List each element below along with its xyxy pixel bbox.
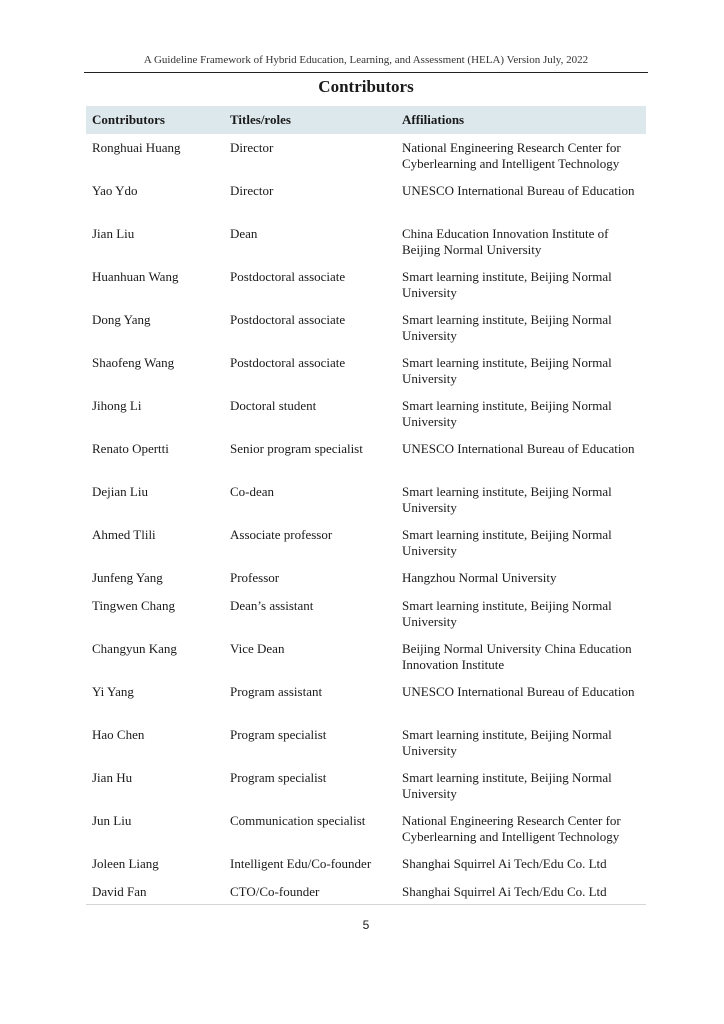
contributor-name: Yao Ydo xyxy=(92,183,138,198)
contributor-role: Professor xyxy=(230,570,280,585)
contributor-affiliation: Smart learning institute, Beijing Normal University xyxy=(402,355,612,386)
contributor-role: Co-dean xyxy=(230,484,275,499)
table-row xyxy=(86,564,646,592)
contributor-name: Changyun Kang xyxy=(92,641,177,656)
column-header-contributors: Contributors xyxy=(92,112,165,127)
table-row xyxy=(86,263,646,306)
contributor-affiliation: Smart learning institute, Beijing Normal University xyxy=(402,312,612,343)
contributor-affiliation: Smart learning institute, Beijing Normal University xyxy=(402,398,612,429)
contributor-affiliation: Beijing Normal University China Education Innovation Institute xyxy=(402,641,632,672)
table-row xyxy=(86,721,646,764)
contributor-affiliation: Smart learning institute, Beijing Normal University xyxy=(402,527,612,558)
contributor-name: Junfeng Yang xyxy=(92,570,163,585)
table-row xyxy=(86,635,646,678)
contributor-role: Vice Dean xyxy=(230,641,285,656)
column-header-affiliations: Affiliations xyxy=(402,112,465,127)
table-row xyxy=(86,678,646,721)
contributor-affiliation: UNESCO International Bureau of Education xyxy=(402,441,635,456)
table-row xyxy=(86,764,646,807)
table-row xyxy=(86,850,646,878)
contributor-role: Communication specialist xyxy=(230,813,366,828)
table-row xyxy=(86,349,646,392)
contributor-role: Program specialist xyxy=(230,727,327,742)
contributor-role: Program assistant xyxy=(230,684,323,699)
contributor-role: Postdoctoral associate xyxy=(230,312,346,327)
contributor-affiliation: Shanghai Squirrel Ai Tech/Edu Co. Ltd xyxy=(402,884,607,899)
contributor-affiliation: Smart learning institute, Beijing Normal University xyxy=(402,770,612,801)
contributor-affiliation: Shanghai Squirrel Ai Tech/Edu Co. Ltd xyxy=(402,856,607,871)
contributor-affiliation: National Engineering Research Center for Cyberlearning and Intelligent Technology xyxy=(402,140,621,171)
contributor-role: Intelligent Edu/Co-founder xyxy=(230,856,372,871)
contributor-role: Director xyxy=(230,140,274,155)
contributor-role: Program specialist xyxy=(230,770,327,785)
contributor-name: David Fan xyxy=(92,884,147,899)
table-row xyxy=(86,134,646,177)
table-row xyxy=(86,521,646,564)
contributor-role: Senior program specialist xyxy=(230,441,363,456)
contributor-role: Postdoctoral associate xyxy=(230,355,346,370)
contributor-affiliation: China Education Innovation Institute of Beijing Normal University xyxy=(402,226,609,257)
contributor-affiliation: UNESCO International Bureau of Education xyxy=(402,183,635,198)
contributor-affiliation: Hangzhou Normal University xyxy=(402,570,557,585)
column-header-titles-roles: Titles/roles xyxy=(230,112,291,127)
table-row xyxy=(86,306,646,349)
contributor-affiliation: Smart learning institute, Beijing Normal University xyxy=(402,484,612,515)
contributor-role: Director xyxy=(230,183,274,198)
contributor-name: Ronghuai Huang xyxy=(92,140,181,155)
contributor-affiliation: National Engineering Research Center for Cyberlearning and Intelligent Technology xyxy=(402,813,621,844)
contributor-affiliation: Smart learning institute, Beijing Normal University xyxy=(402,269,612,300)
table-header-row xyxy=(86,106,646,134)
table-row xyxy=(86,478,646,521)
table-row xyxy=(86,220,646,263)
contributor-name: Huanhuan Wang xyxy=(92,269,179,284)
contributor-name: Shaofeng Wang xyxy=(92,355,175,370)
contributor-role: Dean xyxy=(230,226,258,241)
contributor-role: CTO/Co-founder xyxy=(230,884,320,899)
table-row xyxy=(86,807,646,850)
contributor-name: Jihong Li xyxy=(92,398,142,413)
table-row xyxy=(86,392,646,435)
contributor-name: Dong Yang xyxy=(92,312,151,327)
contributor-name: Jian Liu xyxy=(92,226,135,241)
contributor-name: Yi Yang xyxy=(92,684,134,699)
contributor-name: Jian Hu xyxy=(92,770,133,785)
contributor-affiliation: Smart learning institute, Beijing Normal University xyxy=(402,727,612,758)
contributor-name: Hao Chen xyxy=(92,727,145,742)
header-divider xyxy=(84,72,648,73)
contributor-name: Joleen Liang xyxy=(92,856,159,871)
contributor-affiliation: UNESCO International Bureau of Education xyxy=(402,684,635,699)
table-row xyxy=(86,435,646,478)
page-title: Contributors xyxy=(318,77,414,96)
contributor-role: Associate professor xyxy=(230,527,333,542)
contributor-name: Dejian Liu xyxy=(92,484,148,499)
contributor-role: Dean’s assistant xyxy=(230,598,314,613)
page-number: 5 xyxy=(362,918,370,932)
contributor-name: Tingwen Chang xyxy=(92,598,175,613)
contributor-name: Ahmed Tlili xyxy=(92,527,156,542)
contributor-role: Doctoral student xyxy=(230,398,317,413)
running-header: A Guideline Framework of Hybrid Education, Learning, and Assessment (HELA) Version July, 2022 xyxy=(143,54,589,66)
table-row xyxy=(86,177,646,220)
table-row xyxy=(86,592,646,635)
contributor-affiliation: Smart learning institute, Beijing Normal University xyxy=(402,598,612,629)
table-row xyxy=(86,878,646,904)
contributors-table xyxy=(86,106,646,905)
contributor-name: Jun Liu xyxy=(92,813,132,828)
contributor-name: Renato Opertti xyxy=(92,441,169,456)
contributor-role: Postdoctoral associate xyxy=(230,269,346,284)
